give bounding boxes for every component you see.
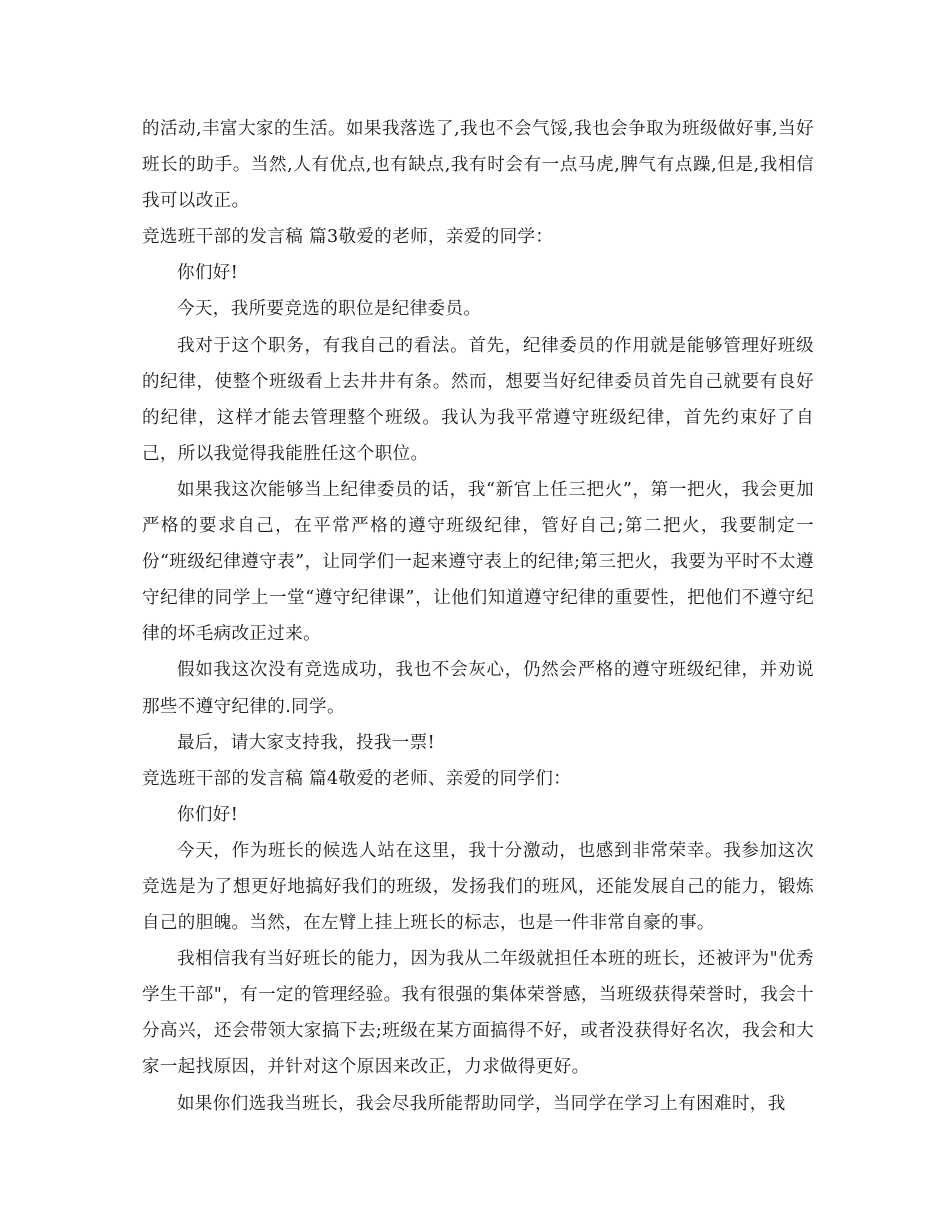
paragraph: 如果我这次能够当上纪律委员的话，我“新官上任三把火”，第一把火，我会更加严格的要求自己，在平常严格的遵守班级纪律，管好自己;第二把火，我要制定一份“班级纪律遵守表”，让同学们一起来遵守表上的纪律;第三把火，我要为平时不太遵守纪律的同学上一堂“遵守纪律课”，让他们知道遵守纪律的重要性，把他们不遵守纪律的坏毛病改正过来。 <box>142 479 814 645</box>
paragraph: 我对于这个职务，有我自己的看法。首先，纪律委员的作用就是能够管理好班级的纪律，使整个班级看上去井井有条。然而，想要当好纪律委员首先自己就要有良好的纪律，这样才能去管理整个班级。我认为我平常遵守班级纪律，首先约束好了自己，所以我觉得我能胜任这个职位。 <box>142 335 814 464</box>
paragraph: 假如我这次没有竞选成功，我也不会灰心，仍然会严格的遵守班级纪律，并劝说那些不遵守纪律的.同学。 <box>142 660 814 717</box>
paragraph: 今天，作为班长的候选人站在这里，我十分激动，也感到非常荣幸。我参加这次竞选是为了想更好地搞好我们的班级，发扬我们的班风，还能发展自己的能力，锻炼自己的胆魄。当然，在左臂上挂上班长的标志，也是一件非常自豪的事。 <box>142 840 814 934</box>
section-heading-4: 竞选班干部的发言稿 篇4敬爱的老师、亲爱的同学们： <box>142 768 572 789</box>
document-body <box>142 111 814 1122</box>
section-heading-3: 竞选班干部的发言稿 篇3敬爱的老师，亲爱的同学： <box>142 227 554 248</box>
paragraph-greeting: 你们好! <box>177 263 239 284</box>
paragraph: 如果你们选我当班长，我会尽我所能帮助同学，当同学在学习上有困难时，我 <box>177 1093 786 1114</box>
paragraph-continuation: 的活动,丰富大家的生活。如果我落选了,我也不会气馁,我也会争取为班级做好事,当好班长的助手。当然,人有优点,也有缺点,我有时会有一点马虎,脾气有点躁,但是,我相信我可以改正。 <box>142 119 814 212</box>
paragraph: 最后，请大家支持我，投我一票! <box>177 732 436 753</box>
paragraph-greeting: 你们好! <box>177 804 239 825</box>
paragraph: 今天，我所要竞选的职位是纪律委员。 <box>177 299 482 320</box>
paragraph: 我相信我有当好班长的能力，因为我从二年级就担任本班的班长，还被评为"优秀学生干部"，有一定的管理经验。我有很强的集体荣誉感，当班级获得荣誉时，我会十分高兴，还会带领大家搞下去;班级在某方面搞得不好，或者没获得好名次，我会和大家一起找原因，并针对这个原因来改正，力求做得更好。 <box>142 949 814 1078</box>
